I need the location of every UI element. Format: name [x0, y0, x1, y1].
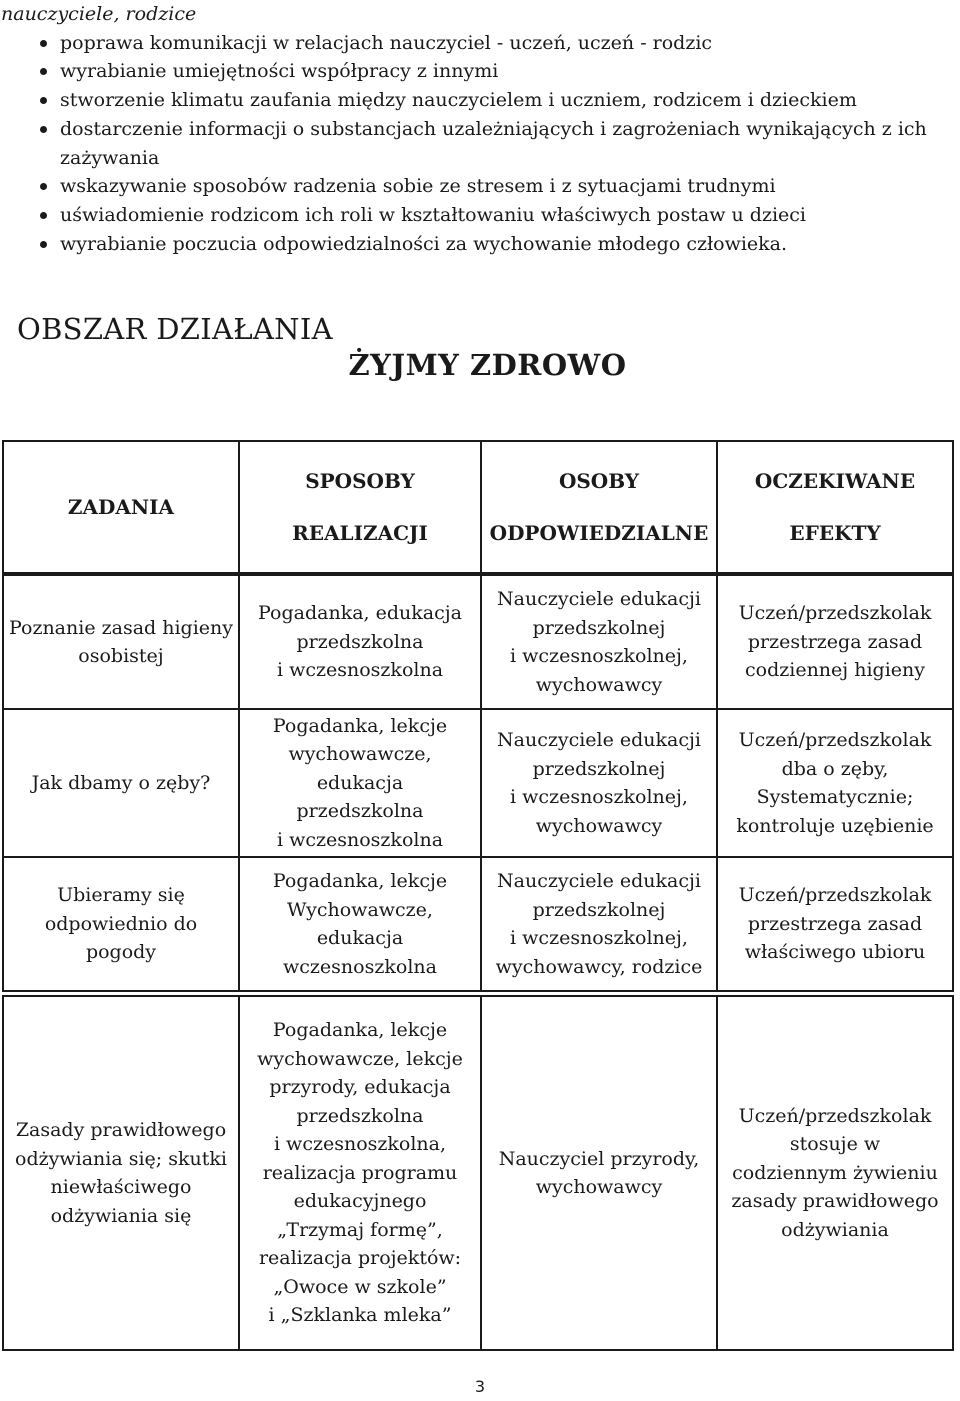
methods-cell — [239, 996, 481, 1350]
cell-line: wychowawcy — [535, 673, 663, 696]
cell-line: wczesnoszkolna — [283, 955, 437, 978]
cell-line: Uczeń/przedszkolak — [738, 729, 932, 751]
intro-section — [0, 0, 960, 258]
bullet-icon — [40, 97, 47, 104]
cell-line: Poznanie zasad higieny — [8, 616, 233, 639]
cell-line: przestrzega zasad — [747, 630, 923, 653]
task-cell — [3, 857, 239, 991]
header-label: ODPOWIEDZIALNE — [489, 521, 709, 545]
list-item — [0, 201, 960, 230]
cell-line: Pogadanka, edukacja — [258, 602, 462, 625]
cell-line: realizacja projektów: — [258, 1247, 462, 1270]
effects-cell — [717, 996, 953, 1350]
header-cell-effects — [717, 441, 953, 573]
list-item-text: dostarczenie informacji o substancjach uzależniających i zagrożeniach wynikających z ich zażywania — [60, 117, 927, 169]
cell-line: stosuje w — [789, 1133, 881, 1156]
cell-line: Jak dbamy o zęby? — [31, 771, 211, 794]
bullet-icon — [40, 40, 47, 47]
task-cell — [3, 996, 239, 1350]
methods-cell — [239, 575, 481, 709]
cell-line: „Owoce w szkole” — [273, 1275, 447, 1298]
cell-line: odżywiania się — [50, 1204, 192, 1227]
task-cell — [3, 575, 239, 709]
cell-line: i wczesnoszkolnej, — [510, 645, 688, 667]
list-item — [0, 29, 960, 58]
section-heading: OBSZAR DZIAŁANIA — [17, 312, 333, 346]
cell-line: przedszkolnej — [532, 616, 666, 639]
header-row — [3, 441, 953, 573]
list-item — [0, 115, 960, 172]
cell-line: Uczeń/przedszkolak — [738, 884, 932, 907]
list-item — [0, 86, 960, 115]
cell-line: osobistej — [78, 645, 164, 667]
section-subheading: ŻYJMY ZDROWO — [348, 348, 627, 382]
table-header — [2, 440, 954, 574]
list-item — [0, 57, 960, 86]
cell-line: Nauczyciele edukacji — [497, 729, 701, 751]
list-item-text: wskazywanie sposobów radzenia sobie ze stresem i z sytuacjami trudnymi — [60, 175, 776, 198]
list-item-text: uświadomienie rodzicom ich roli w kształtowaniu właściwych postaw u dzieci — [60, 203, 807, 226]
effects-cell — [717, 709, 953, 857]
cell-line: odżywiania się; skutki — [15, 1147, 227, 1170]
page-number: 3 — [474, 1377, 486, 1396]
responsible-cell — [481, 575, 717, 709]
cell-line: Ubieramy się — [57, 884, 185, 907]
table-body-part-2 — [2, 995, 954, 1351]
responsible-cell — [481, 709, 717, 857]
list-item-text: wyrabianie poczucia odpowiedzialności za wychowanie młodego człowieka. — [60, 232, 788, 255]
bullet-icon — [40, 68, 47, 75]
cell-line: kontroluje uzębienie — [736, 814, 934, 837]
cell-line: i wczesnoszkolnej, — [510, 927, 688, 949]
cell-line: odżywiania — [781, 1218, 889, 1241]
cell-line: edukacja — [316, 771, 404, 794]
cell-line: Systematycznie; — [756, 786, 914, 808]
header-tasks-label: ZADANIA — [67, 494, 175, 519]
cell-line: zasady prawidłowego — [731, 1190, 939, 1213]
effects-cell — [717, 857, 953, 991]
cell-line: „Trzymaj formę”, — [277, 1218, 443, 1241]
task-cell — [3, 709, 239, 857]
cell-line: przedszkolna — [296, 800, 424, 823]
cell-line: przedszkolnej — [532, 898, 666, 921]
cell-line: Zasady prawidłowego — [15, 1119, 227, 1141]
header-label: OCZEKIWANE — [754, 469, 916, 493]
cell-line: edukacyjnego — [293, 1190, 427, 1213]
goals-list — [0, 29, 960, 259]
cell-line: Uczeń/przedszkolak — [738, 602, 932, 625]
cell-line: Pogadanka, lekcje — [272, 870, 448, 892]
bullet-icon — [40, 126, 47, 133]
cell-line: odpowiednio do — [44, 912, 198, 935]
effects-cell — [717, 575, 953, 709]
bullet-icon — [40, 241, 47, 248]
list-item-text: poprawa komunikacji w relacjach nauczyciel - uczeń, uczeń - rodzic — [60, 31, 713, 54]
header-cell-responsible — [481, 441, 717, 573]
cell-line: codziennym żywieniu — [732, 1161, 938, 1184]
list-item — [0, 230, 960, 259]
list-item-text: wyrabianie umiejętności współpracy z innymi — [60, 60, 499, 83]
cell-line: niewłaściwego — [50, 1176, 192, 1198]
cell-line: wychowawcze, lekcje — [257, 1047, 463, 1070]
responsible-cell — [481, 996, 717, 1350]
cell-line: przestrzega zasad — [747, 912, 923, 935]
cell-line: przedszkolna — [296, 630, 424, 653]
table-body-part-1 — [2, 574, 954, 992]
cell-line: wychowawcy — [535, 1176, 663, 1198]
cell-line: Nauczyciele edukacji — [497, 870, 701, 892]
table-row — [3, 709, 953, 857]
table-row — [3, 996, 953, 1350]
header-cell-tasks — [3, 441, 239, 573]
cell-line: przyrody, edukacja — [269, 1076, 451, 1099]
cell-line: i wczesnoszkolnej, — [510, 786, 688, 808]
cell-line: wychowawcy — [535, 814, 663, 837]
header-label: REALIZACJI — [292, 521, 428, 545]
cell-line: Wychowawcze, — [287, 898, 433, 921]
header-label: SPOSOBY — [305, 469, 415, 493]
cell-line: Uczeń/przedszkolak — [738, 1104, 932, 1127]
cell-line: dba o zęby, — [781, 757, 889, 780]
cell-line: pogody — [85, 941, 157, 964]
table-row — [3, 857, 953, 991]
header-cell-methods — [239, 441, 481, 573]
cell-line: i wczesnoszkolna — [276, 828, 444, 851]
header-label: OSOBY — [558, 469, 640, 493]
list-item-text: stworzenie klimatu zaufania między nauczycielem i uczniem, rodzicem i dzieckiem — [60, 89, 857, 112]
cell-line: wychowawcze, — [288, 743, 432, 766]
methods-cell — [239, 709, 481, 857]
table-row — [3, 575, 953, 709]
cell-line: Pogadanka, lekcje — [272, 714, 448, 737]
cell-line: Nauczyciele edukacji — [497, 588, 701, 610]
cell-line: przedszkolna — [296, 1104, 424, 1127]
cell-line: codziennej higieny — [745, 659, 925, 682]
cell-line: i wczesnoszkolna, — [273, 1133, 447, 1156]
bullet-icon — [40, 212, 47, 219]
bullet-icon — [40, 183, 47, 190]
list-item — [0, 172, 960, 201]
cell-line: i wczesnoszkolna — [276, 659, 444, 682]
cell-line: wychowawcy, rodzice — [495, 955, 703, 978]
cell-line: przedszkolnej — [532, 757, 666, 780]
header-label: EFEKTY — [789, 521, 881, 545]
responsible-cell — [481, 857, 717, 991]
intro-title: nauczyciele, rodzice — [1, 3, 197, 25]
cell-line: i „Szklanka mleka” — [268, 1304, 452, 1327]
methods-cell — [239, 857, 481, 991]
cell-line: realizacja programu — [262, 1161, 458, 1184]
cell-line: Nauczyciel przyrody, — [498, 1147, 700, 1170]
cell-line: Pogadanka, lekcje — [272, 1019, 448, 1042]
cell-line: edukacja — [316, 927, 404, 949]
cell-line: właściwego ubioru — [744, 941, 926, 964]
